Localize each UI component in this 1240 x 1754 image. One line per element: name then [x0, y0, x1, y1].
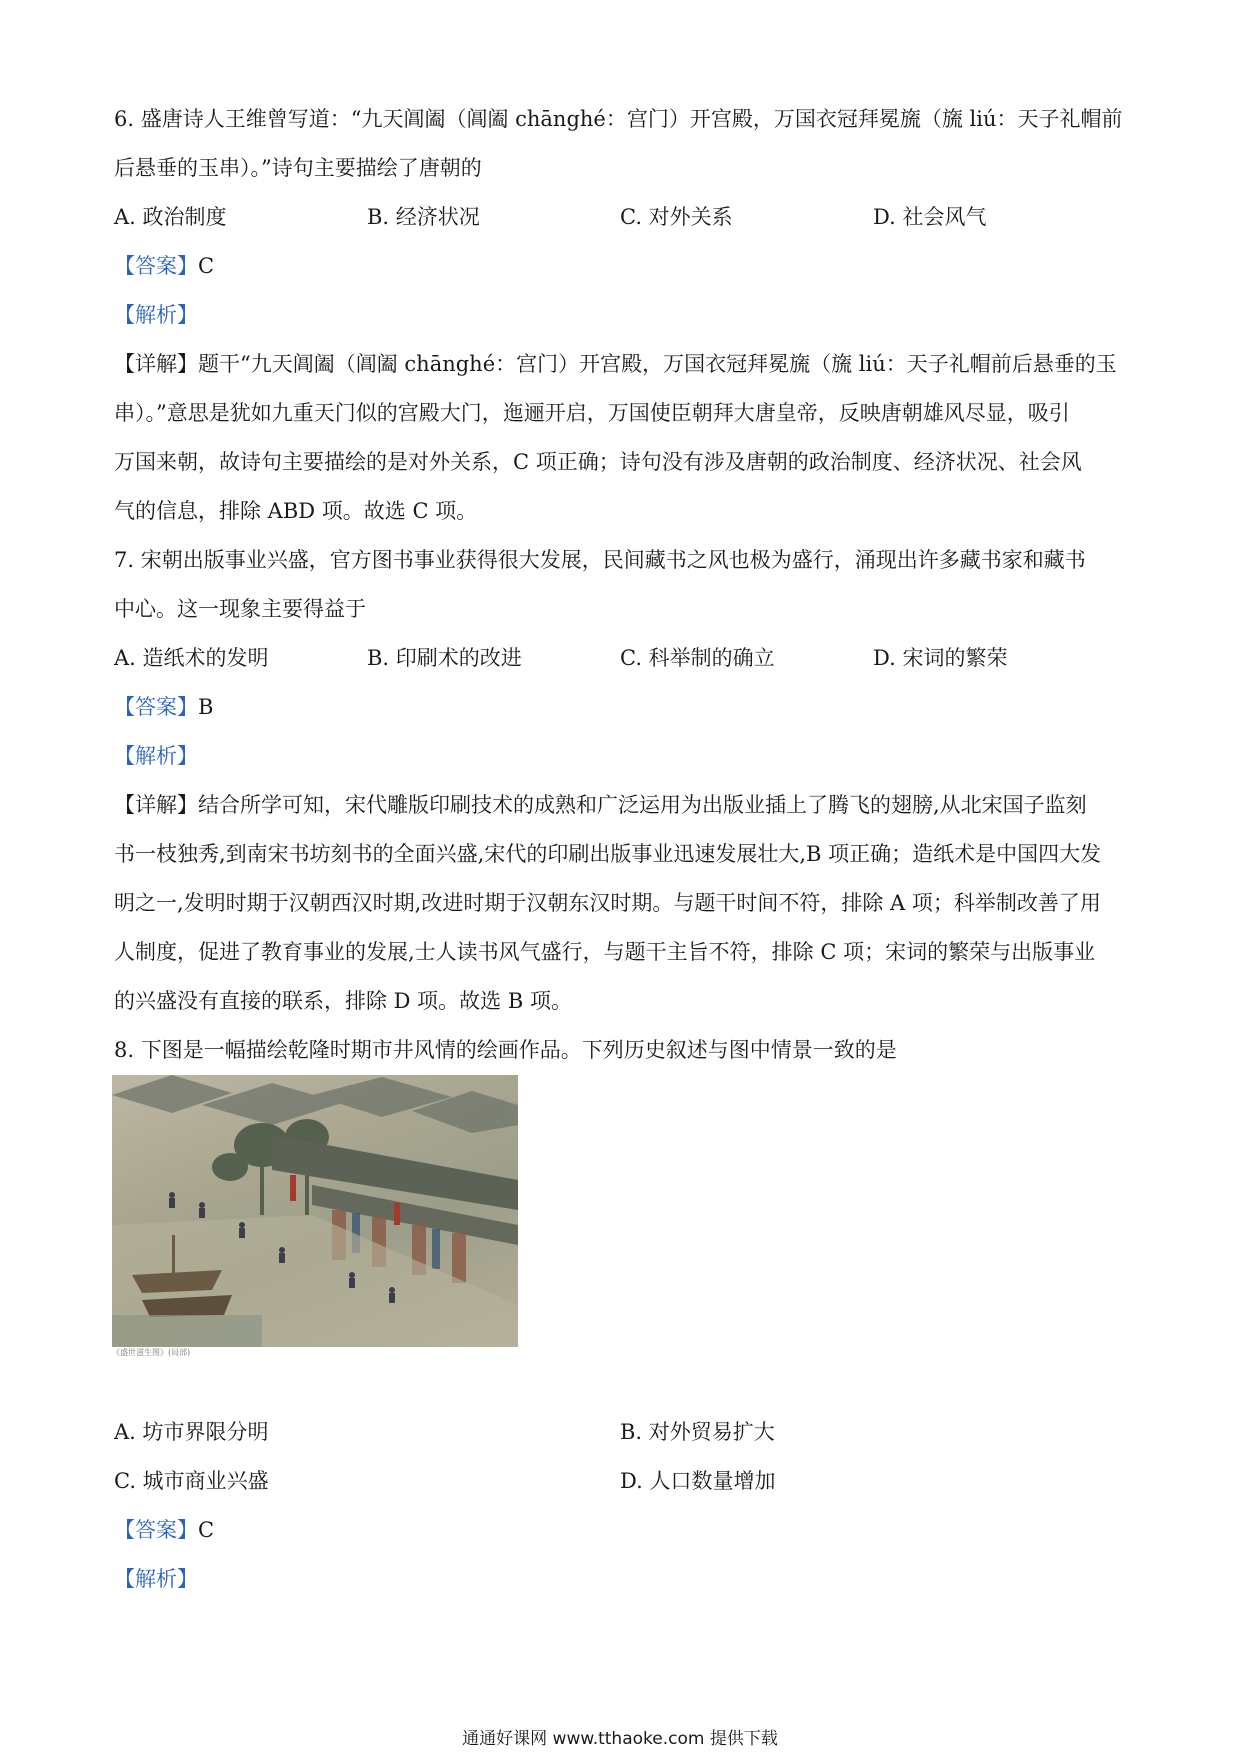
q8-answer	[114, 1516, 1134, 1544]
q7-analysis-tag: 【解析】	[114, 744, 198, 768]
q7-option-a: A. 造纸术的发明	[114, 646, 269, 670]
q8-option-c: C. 城市商业兴盛	[114, 1469, 269, 1493]
q6-option-d: D. 社会风气	[873, 205, 987, 229]
q8-option-a: A. 坊市界限分明	[114, 1420, 269, 1444]
q8-option-b: B. 对外贸易扩大	[620, 1420, 775, 1444]
q7-detail-line5: 的兴盛没有直接的联系，排除 D 项。故选 B 项。	[114, 989, 572, 1013]
q6-option-b: B. 经济状况	[367, 205, 480, 229]
q8-stem: 8. 下图是一幅描绘乾隆时期市井风情的绘画作品。下列历史叙述与图中情景一致的是	[114, 1038, 897, 1062]
q7-option-c: C. 科举制的确立	[620, 646, 775, 670]
q6-stem-line1: 6. 盛唐诗人王维曾写道：“九天阊阖（阊阖 chānghé：宫门）开宫殿，万国衣冠拜冕旒（旒 liú：天子礼帽前	[114, 107, 1123, 131]
painting-figure	[112, 1075, 518, 1347]
q6-option-c: C. 对外关系	[620, 205, 733, 229]
answer-tag: 【答案】	[114, 695, 198, 719]
detail-tag: 【详解】	[114, 352, 198, 376]
q6-detail-line1	[114, 350, 1134, 378]
q6-option-a: A. 政治制度	[114, 205, 227, 229]
q7-answer	[114, 693, 1134, 721]
q7-stem-line1: 7. 宋朝出版事业兴盛，官方图书事业获得很大发展，民间藏书之风也极为盛行，涌现出许多藏书家和藏书	[114, 548, 1086, 572]
q6-stem-line2: 后悬垂的玉串）。”诗句主要描绘了唐朝的	[114, 156, 482, 180]
q7-detail-line2: 书一枝独秀,到南宋书坊刻书的全面兴盛,宋代的印刷出版事业迅速发展壮大,B 项正确；造纸术是中国四大发	[114, 842, 1102, 866]
q6-detail-line2: 串）。”意思是犹如九重天门似的宫殿大门，迤逦开启，万国使臣朝拜大唐皇帝，反映唐朝雄风尽显，吸引	[114, 401, 1070, 425]
page-footer: 通通好课网 www.tthaoke.com 提供下载	[462, 1729, 778, 1749]
figure-caption: 《盛世滋生图》(局部)	[112, 1348, 191, 1357]
answer-value: C	[198, 254, 215, 278]
q6-detail-line3: 万国来朝，故诗句主要描绘的是对外关系，C 项正确；诗句没有涉及唐朝的政治制度、经济状况、社会风	[114, 450, 1082, 474]
q7-option-d: D. 宋词的繁荣	[873, 646, 1008, 670]
q6-analysis-tag: 【解析】	[114, 303, 198, 327]
q7-detail-line4: 人制度，促进了教育事业的发展,士人读书风气盛行，与题干主旨不符，排除 C 项；宋词的繁荣与出版事业	[114, 940, 1096, 964]
q6-detail-line4: 气的信息，排除 ABD 项。故选 C 项。	[114, 499, 478, 523]
detail-text: 结合所学可知，宋代雕版印刷技术的成熟和广泛运用为出版业插上了腾飞的翅膀,从北宋国子监刻	[198, 793, 1087, 817]
q7-stem-line2: 中心。这一现象主要得益于	[114, 597, 366, 621]
detail-text: 题干“九天阊阖（阊阖 chānghé：宫门）开宫殿，万国衣冠拜冕旒（旒 liú：天子礼帽前后悬垂的玉	[198, 352, 1117, 376]
q8-option-d: D. 人口数量增加	[620, 1469, 776, 1493]
answer-value: C	[198, 1518, 215, 1542]
q8-analysis-tag: 【解析】	[114, 1567, 198, 1591]
q7-detail-line1	[114, 791, 1134, 819]
detail-tag: 【详解】	[114, 793, 198, 817]
q6-answer	[114, 252, 1134, 280]
answer-tag: 【答案】	[114, 254, 198, 278]
q7-detail-line3: 明之一,发明时期于汉朝西汉时期,改进时期于汉朝东汉时期。与题干时间不符，排除 A 项；科举制改善了用	[114, 891, 1101, 915]
answer-tag: 【答案】	[114, 1518, 198, 1542]
answer-value: B	[198, 695, 214, 719]
painting-illustration	[112, 1075, 518, 1347]
q7-option-b: B. 印刷术的改进	[367, 646, 522, 670]
